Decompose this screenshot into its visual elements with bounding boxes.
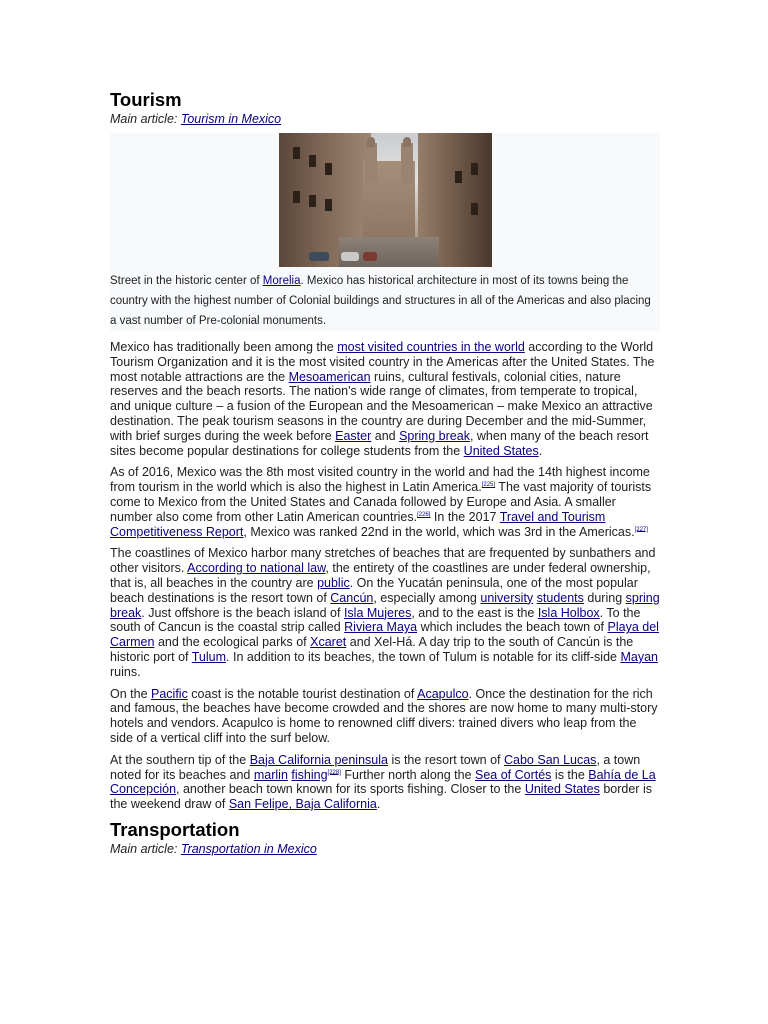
link-mayan[interactable]: Mayan (620, 649, 658, 664)
link-cabo-san-lucas[interactable]: Cabo San Lucas (504, 752, 597, 767)
text: As of 2016, Mexico was the 8th most visited country in the world and had the 14th highest income from tourism in the world which is also the highest in Latin America. (110, 465, 650, 495)
text: The vast majority of tourists come to Mexico from the United States and Canada followed by Europe and Asia. A smaller number also come from other Latin American countries. (110, 480, 652, 524)
thumbnail-figure (110, 133, 660, 331)
link-morelia[interactable]: Morelia (262, 275, 301, 287)
text: which includes the beach town of (417, 620, 608, 635)
text: . In addition to its beaches, the town of Tulum is notable for its cliff-side (226, 649, 621, 664)
text: border is the weekend draw of (110, 782, 652, 812)
section-heading-transportation: Transportation (110, 818, 240, 840)
link-isla-mujeres[interactable]: Isla Mujeres (343, 605, 412, 620)
link-according-to-national-law[interactable]: According to national law (187, 561, 326, 576)
link-easter[interactable]: Easter (335, 428, 372, 443)
caption-text: . Mexico has historical architecture in most of its towns being the country with the highest number of Colonial buildings and structures in all of the Americas and also placing a vast number of Pre-colonial monuments. (110, 275, 651, 327)
link-pacific[interactable]: Pacific (151, 686, 188, 701)
text: , another beach town known for its sports fishing. Closer to the (176, 782, 525, 797)
text: according to the World Tourism Organization and it is the most visited country in the Americas after the United States. The most notable attractions are the (110, 340, 655, 384)
link-university[interactable]: university (480, 590, 534, 605)
link-spring-break-2[interactable]: spring break (110, 590, 660, 620)
text: coast is the notable tourist destination of (187, 686, 418, 701)
link-united-states-2[interactable]: United States (524, 782, 600, 797)
text: . On the Yucatán peninsula, one of the most popular beach destinations is the resort town of (110, 575, 638, 605)
text: , when many of the beach resort sites become popular destinations for college students from the (110, 428, 649, 458)
link-travel-tourism-report[interactable]: Travel and Tourism Competitiveness Report (110, 509, 606, 539)
hatnote-tourism (110, 111, 660, 127)
reference-228[interactable]: [228] (327, 769, 341, 776)
link-baja-california-peninsula[interactable]: Baja California peninsula (249, 752, 388, 767)
hatnote-prefix: Main article: (110, 112, 181, 126)
text: ruins. (110, 664, 141, 679)
window (325, 199, 332, 211)
hatnote-prefix: Main article: (110, 841, 181, 856)
link-mesoamerican[interactable]: Mesoamerican (288, 369, 371, 384)
car (363, 252, 377, 261)
link-students[interactable]: students (536, 590, 584, 605)
text: Further north along the (340, 767, 475, 782)
window (309, 155, 316, 167)
link-playa-del-carmen[interactable]: Playa del Carmen (110, 620, 659, 650)
paragraph-3 (110, 546, 660, 679)
hatnote-transportation (110, 841, 660, 857)
link-isla-holbox[interactable]: Isla Holbox (537, 605, 600, 620)
window (325, 163, 332, 175)
text: and the ecological parks of (154, 635, 311, 650)
text: At the southern tip of the (110, 752, 250, 767)
figure-caption (110, 267, 660, 331)
text: . (376, 797, 381, 812)
link-san-felipe[interactable]: San Felipe, Baja California (228, 797, 377, 812)
link-fishing[interactable]: fishing (291, 767, 328, 782)
text: In the 2017 (430, 509, 500, 524)
text: . To the south of Cancun is the coastal strip called (110, 605, 641, 635)
text: and Xel-Há. A day trip to the south of Cancún is the historic port of (110, 635, 634, 664)
reference-227[interactable]: [227] (634, 526, 648, 533)
link-xcaret[interactable]: Xcaret (310, 635, 347, 650)
cathedral-tower-left (365, 143, 377, 183)
article-content (110, 0, 660, 857)
text: On the (110, 686, 151, 701)
window (293, 147, 300, 159)
section-heading-tourism: Tourism (110, 89, 182, 110)
text: , the entirety of the coastlines are under federal ownership, that is, all beaches in the country are (110, 561, 651, 590)
paragraph-4 (110, 687, 660, 746)
reference-226[interactable]: [226] (417, 511, 431, 518)
window (455, 171, 462, 183)
link-united-states[interactable]: United States (463, 443, 539, 458)
reference-225[interactable]: [225] (481, 482, 496, 489)
link-riviera-maya[interactable]: Riviera Maya (344, 620, 418, 635)
text: and (371, 428, 400, 443)
link-spring-break[interactable]: Spring break (399, 428, 470, 443)
link-marlin[interactable]: marlin (253, 767, 288, 782)
text: Mexico has traditionally been among the (110, 340, 338, 354)
link-tourism-in-mexico[interactable]: Tourism in Mexico (180, 112, 282, 126)
text: is the resort town of (387, 752, 504, 767)
tower-dome-left (367, 137, 375, 147)
text: . Just offshore is the beach island of (141, 605, 344, 620)
text: ruins, cultural festivals, colonial cities, nature reserves and the beach resorts. The nation's wide range of climates, from temperate to tropical, and unique culture – a fusion of the European and the Mesoamerican – make Mexico an attractive destination. The peak tourism seasons in the country are during December and the mid-Summer, with brief surges during the week before (110, 369, 653, 443)
caption-text: Street in the historic center of (110, 275, 263, 287)
text: . Once the destination for the rich and famous, the beaches have become crowded and the shores are now home to many multi-story hotels and vendors. Acapulco is home to renowned cliff divers: trained divers who leap from the side of a vertical cliff into the surf below. (110, 686, 658, 745)
text: during (583, 590, 626, 605)
tower-dome-right (403, 137, 411, 147)
car (341, 252, 359, 261)
window (471, 163, 478, 175)
window (293, 191, 300, 203)
text: . (538, 443, 543, 458)
link-acapulco[interactable]: Acapulco (417, 686, 469, 701)
paragraph-5 (110, 753, 660, 812)
link-most-visited-countries[interactable]: most visited countries in the world (337, 340, 525, 354)
window (309, 195, 316, 207)
link-tulum[interactable]: Tulum (191, 649, 227, 664)
morelia-street-photo[interactable] (279, 133, 492, 267)
text: , and to the east is the (411, 605, 538, 620)
link-bahia-de-la-concepcion[interactable]: Bahía de La Concepción (110, 767, 656, 797)
text: , especially among (373, 590, 481, 605)
link-cancun[interactable]: Cancún (330, 590, 374, 605)
link-public[interactable]: public (317, 575, 350, 590)
window (471, 203, 478, 215)
text: is the (551, 767, 589, 782)
text: , a town noted for its beaches and (110, 752, 641, 782)
text: , Mexico was ranked 22nd in the world, which was 3rd in the Americas. (243, 524, 635, 539)
car (309, 252, 329, 261)
paragraph-2 (110, 465, 660, 539)
text: The coastlines of Mexico harbor many stretches of beaches that are frequented by sunbathers and other visitors. (110, 546, 656, 576)
link-transportation-in-mexico[interactable]: Transportation in Mexico (180, 841, 317, 856)
cathedral-tower-right (401, 143, 413, 183)
paragraph-1 (110, 340, 660, 458)
link-sea-of-cortes[interactable]: Sea of Cortés (475, 767, 552, 782)
